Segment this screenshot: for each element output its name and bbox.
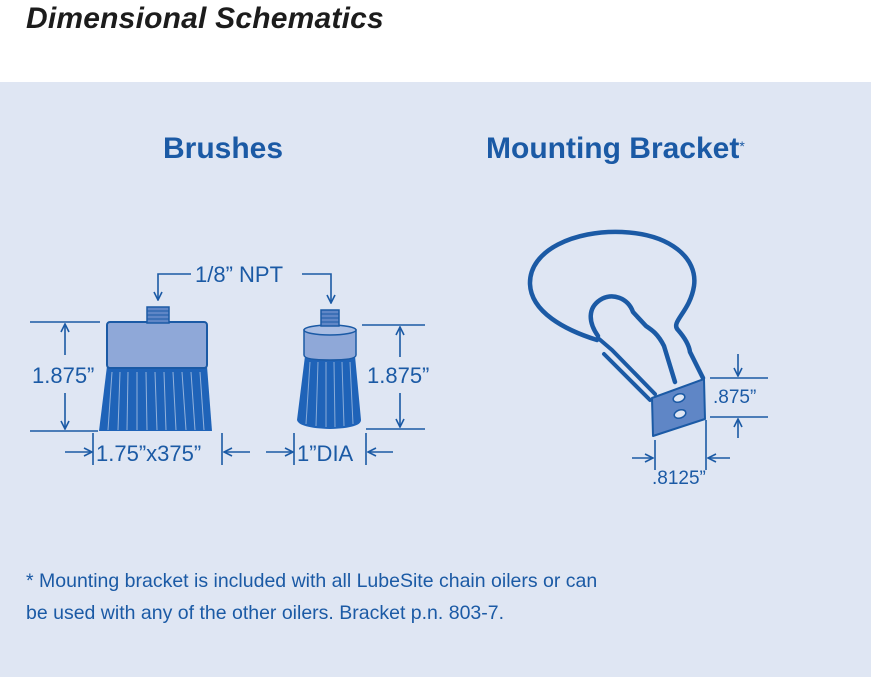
bracket-asterisk: * — [739, 138, 745, 154]
rect-size-label: 1.75”x375” — [96, 441, 202, 466]
rect-brush-body — [107, 322, 207, 368]
mounting-bracket-drawing — [530, 232, 705, 436]
bracket-height-label: .875” — [713, 387, 757, 408]
round-brush — [297, 310, 361, 429]
bracket-width-label: .8125” — [652, 468, 706, 489]
brushes-heading: Brushes — [163, 132, 284, 165]
footnote — [26, 565, 826, 629]
right-height-label: 1.875” — [367, 363, 430, 388]
page-title: Dimensional Schematics — [26, 2, 384, 35]
npt-label: 1/8” NPT — [195, 262, 284, 287]
footnote-line-2: be used with any of the other oilers. Bracket p.n. 803-7. — [26, 602, 505, 624]
left-height-label: 1.875” — [32, 363, 95, 388]
footnote-line-1: * Mounting bracket is included with all LubeSite chain oilers or can — [26, 570, 598, 592]
rectangular-brush — [99, 307, 212, 431]
mounting-bracket-heading-text: Mounting Bracket — [486, 132, 740, 165]
round-size-label: 1”DIA — [297, 441, 354, 466]
